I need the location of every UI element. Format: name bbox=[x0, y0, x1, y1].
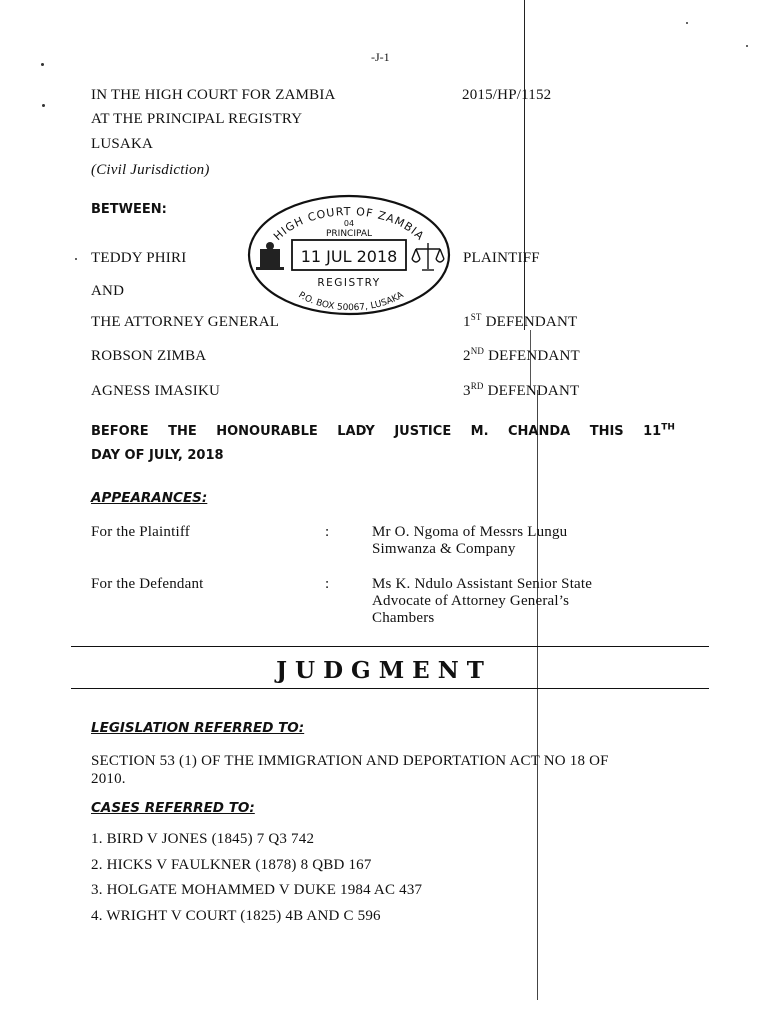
before-word: M. bbox=[470, 424, 489, 439]
scan-fold-line-lower bbox=[537, 390, 538, 1000]
cases-heading: CASES REFERRED TO: bbox=[91, 800, 255, 816]
stamp-top-arc: HIGH COURT OF ZAMBIA bbox=[271, 205, 427, 244]
scales-of-justice-icon bbox=[412, 243, 444, 270]
registry-line: AT THE PRINCIPAL REGISTRY bbox=[91, 111, 303, 127]
before-day-suffix: TH bbox=[661, 422, 675, 433]
defendant-2-ordinal-suffix: ND bbox=[470, 346, 485, 356]
plaintiff-label: For the Plaintiff bbox=[91, 524, 190, 540]
defendant-1-role-label: DEFENDANT bbox=[485, 314, 578, 330]
plaintiff-colon: : bbox=[325, 524, 330, 540]
case-item-1: 1. BIRD V JONES (1845) 7 Q3 742 bbox=[91, 831, 315, 847]
coat-of-arms-icon bbox=[256, 242, 284, 270]
defendant-1-name: THE ATTORNEY GENERAL bbox=[91, 314, 280, 330]
defendant-3-role-label: DEFENDANT bbox=[487, 383, 580, 399]
court-name: IN THE HIGH COURT FOR ZAMBIA bbox=[91, 87, 336, 103]
defendant-3-name: AGNESS IMASIKU bbox=[91, 383, 221, 399]
before-word: CHANDA bbox=[508, 424, 571, 439]
plaintiff-name: TEDDY PHIRI bbox=[91, 250, 187, 266]
legislation-heading: LEGISLATION REFERRED TO: bbox=[91, 720, 305, 736]
stamp-principal: PRINCIPAL bbox=[325, 229, 373, 239]
scan-fold-line bbox=[524, 0, 525, 330]
before-line-2: DAY OF JULY, 2018 bbox=[91, 448, 224, 463]
city-line: LUSAKA bbox=[91, 136, 154, 152]
legislation-line-2: 2010. bbox=[91, 771, 126, 787]
before-day bbox=[643, 424, 675, 439]
jurisdiction-line: (Civil Jurisdiction) bbox=[91, 162, 210, 178]
before-word: BEFORE bbox=[91, 424, 149, 439]
stamp-date: 11 JUL 2018 bbox=[300, 247, 398, 266]
stamp-number: 04 bbox=[343, 219, 355, 228]
defendant-counsel-line-1: Ms K. Ndulo Assistant Senior State bbox=[372, 576, 593, 592]
before-word: THIS bbox=[589, 424, 624, 439]
scan-speck bbox=[75, 258, 77, 260]
judgment-title: JUDGMENT bbox=[276, 657, 492, 684]
defendant-label: For the Defendant bbox=[91, 576, 204, 592]
scan-speck bbox=[686, 22, 688, 24]
defendant-1-ordinal-suffix: ST bbox=[470, 312, 482, 322]
appearances-heading: APPEARANCES: bbox=[91, 490, 208, 506]
plaintiff-role: PLAINTIFF bbox=[463, 250, 540, 266]
and-label: AND bbox=[91, 283, 125, 299]
defendant-3-ordinal: 3 bbox=[463, 383, 471, 399]
before-day-number: 11 bbox=[643, 424, 662, 439]
title-rule-bottom bbox=[71, 688, 709, 689]
court-stamp bbox=[246, 193, 452, 317]
defendant-1-role bbox=[463, 314, 577, 331]
before-word: JUSTICE bbox=[394, 424, 452, 439]
defendant-2-role-label: DEFENDANT bbox=[488, 348, 580, 364]
between-label: BETWEEN: bbox=[91, 202, 167, 217]
defendant-2-ordinal: 2 bbox=[463, 348, 471, 364]
defendant-3-ordinal-suffix: RD bbox=[470, 381, 484, 391]
defendant-2-role bbox=[463, 348, 580, 365]
before-line-1 bbox=[91, 424, 675, 439]
defendant-counsel-line-3: Chambers bbox=[372, 610, 435, 626]
stamp-bottom-arc: P.O. BOX 50067, LUSAKA bbox=[296, 290, 406, 314]
before-word: LADY bbox=[337, 424, 375, 439]
plaintiff-counsel-line-2: Simwanza & Company bbox=[372, 541, 516, 557]
case-item-4: 4. WRIGHT V COURT (1825) 4B AND C 596 bbox=[91, 908, 381, 924]
before-word: THE bbox=[168, 424, 197, 439]
stamp-registry: REGISTRY bbox=[317, 277, 381, 289]
defendant-counsel-line-2: Advocate of Attorney General’s bbox=[372, 593, 570, 609]
scan-speck bbox=[41, 63, 44, 66]
scan-speck bbox=[746, 45, 748, 47]
defendant-2-name: ROBSON ZIMBA bbox=[91, 348, 207, 364]
case-number: 2015/HP/1152 bbox=[462, 87, 552, 103]
before-word: HONOURABLE bbox=[216, 424, 318, 439]
legislation-line-1: SECTION 53 (1) OF THE IMMIGRATION AND DEPORTATION ACT NO 18 OF bbox=[91, 753, 609, 769]
defendant-1-ordinal: 1 bbox=[463, 314, 471, 330]
case-item-3: 3. HOLGATE MOHAMMED V DUKE 1984 AC 437 bbox=[91, 882, 423, 898]
page-number: -J-1 bbox=[371, 50, 390, 64]
scan-speck bbox=[42, 104, 45, 107]
title-rule-top bbox=[71, 646, 709, 647]
defendant-colon: : bbox=[325, 576, 330, 592]
defendant-3-role bbox=[463, 383, 579, 400]
case-item-2: 2. HICKS V FAULKNER (1878) 8 QBD 167 bbox=[91, 857, 372, 873]
plaintiff-counsel-line-1: Mr O. Ngoma of Messrs Lungu bbox=[372, 524, 568, 540]
